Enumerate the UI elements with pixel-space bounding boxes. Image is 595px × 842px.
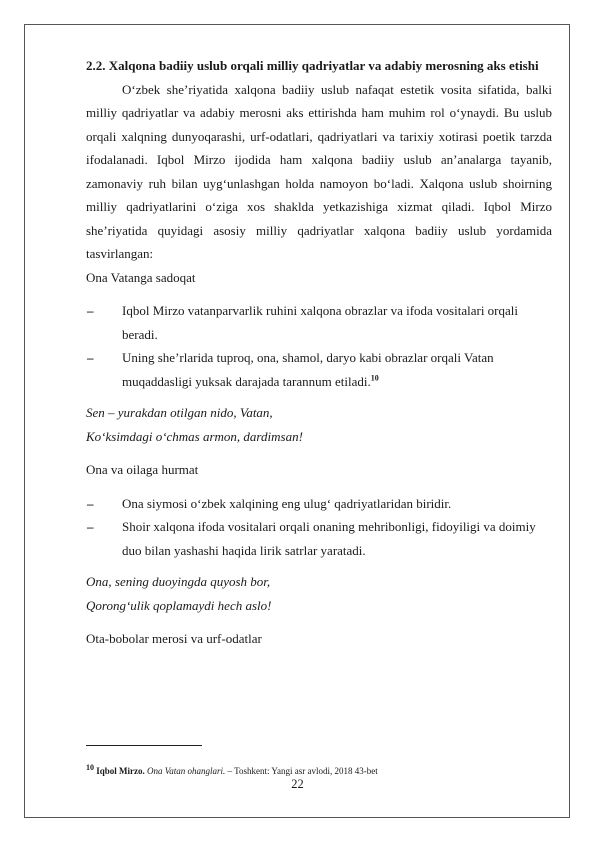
poem-line: Ona, sening duoyingda quyosh bor,: [86, 574, 271, 589]
list-item: – Iqbol Mirzo vatanparvarlik ruhini xalqona obrazlar va ifoda vositalari orqali beradi.: [86, 299, 552, 346]
poem-line: Qorong‘ulik qoplamaydi hech aslo!: [86, 597, 272, 613]
poem-line: Sen – yurakdan otilgan nido, Vatan,: [86, 405, 273, 420]
bullet-list-mother: [86, 492, 552, 563]
list-item: – Ona siymosi o‘zbek xalqining eng ulug‘ qadriyatlaridan biridir.: [86, 492, 552, 516]
footnote-divider: [86, 745, 202, 746]
subsection-title-homeland: Ona Vatanga sadoqat: [86, 269, 196, 285]
section-heading: 2.2. Xalqona badiiy uslub orqali milliy qadriyatlar va adabiy merosning aks etishi: [86, 58, 539, 73]
footnote-number: 10: [86, 763, 94, 772]
footnote-details: – Toshkent: Yangi asr avlodi, 2018 43-bet: [227, 766, 378, 776]
bullet-list-homeland: [86, 299, 552, 393]
page-number: 22: [291, 777, 304, 791]
footnote-work-title: Ona Vatan ohanglari.: [147, 766, 226, 776]
list-item: – Uning she’rlarida tuproq, ona, shamol, daryo kabi obrazlar orqali Vatan muqaddasligi yuksak darajada tarannum etiladi.$^{10}$: [86, 346, 552, 393]
footnote-author: Iqbol Mirzo.: [96, 766, 145, 776]
footnote-ref[interactable]: 10: [370, 373, 379, 383]
intro-paragraph: O‘zbek she’riyatida xalqona badiiy uslub nafaqat estetik vosita sifatida, balki milliy qadriyatlar va adabiy merosni aks ettirishda ham muhim rol o‘ynaydi. Bu uslub orqali xalqning dunyoqarashi, urf-odatlari, qadriyatlari va tarixiy xotirasi poetik tarzda ifodalanadi. Iqbol Mirzo ijodida ham xalqona badiiy uslub an’analarga tayanib, zamonaviy ruh bilan uyg‘unlashgan holda namoyon bo‘ladi. Xalqona uslub shoirning milliy qadriyatlarini o‘ziga xos shaklda yetkazishiga xizmat qiladi. Iqbol Mirzo she’riyatida quyidagi asosiy milliy qadriyatlar xalqona badiiy uslub yordamida tasvirlangan:: [86, 81, 552, 261]
subsection-title-mother: Ona va oilaga hurmat: [86, 462, 199, 477]
list-item: – Shoir xalqona ifoda vositalari orqali onaning mehribonligi, fidoyiligi va doimiy duo bilan yashashi haqida lirik satrlar yaratadi.: [86, 515, 552, 562]
poem-line: Ko‘ksimdagi o‘chmas armon, dardimsan!: [86, 428, 303, 444]
footnote: [86, 765, 378, 777]
page-content: [86, 54, 552, 651]
subsection-title-heritage: Ota-bobolar merosi va urf-odatlar: [86, 631, 262, 646]
